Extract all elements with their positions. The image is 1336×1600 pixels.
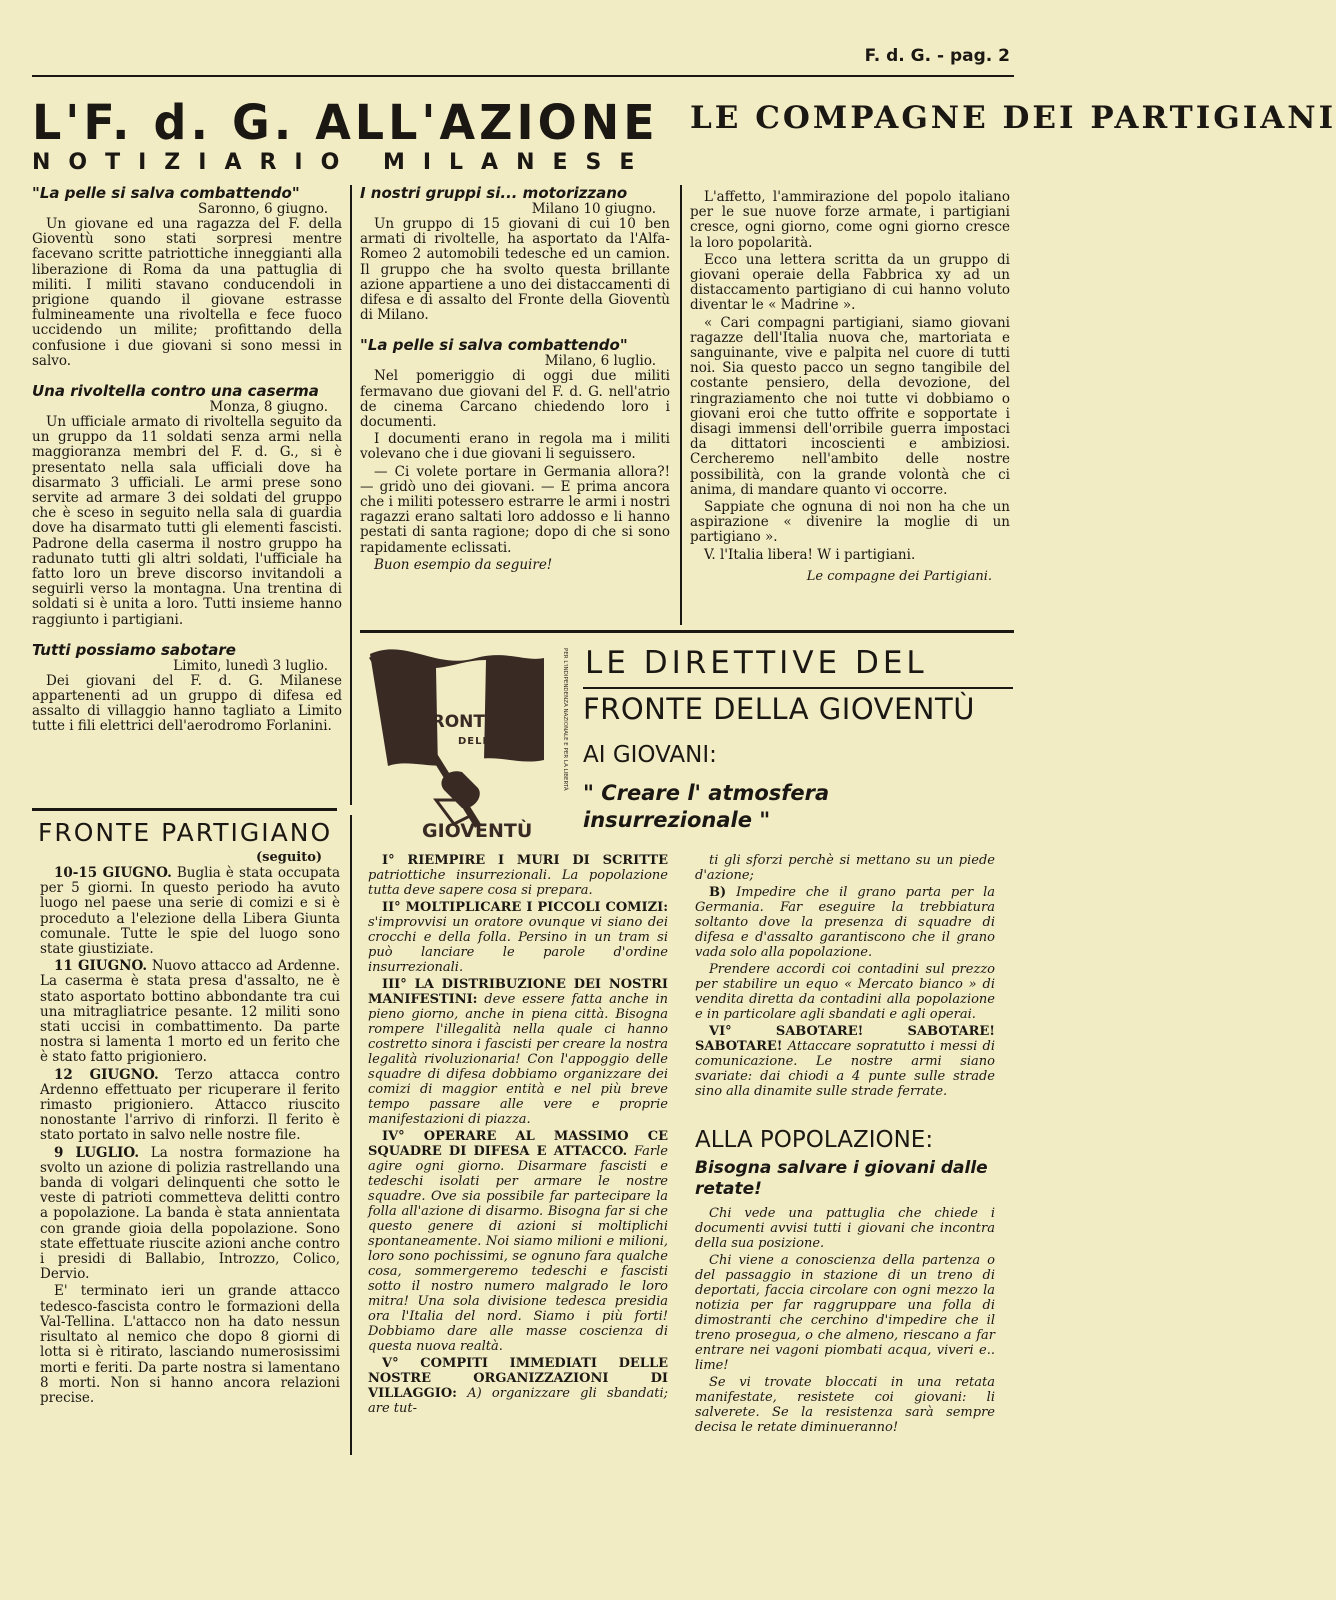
article-title: Una rivoltella contro una caserma: [32, 382, 319, 401]
entry-date: 11 GIUGNO.: [54, 958, 148, 975]
article-paragraph: I documenti erano in regola ma i militi volevano che i due giovani li seguissero.: [360, 431, 670, 463]
compagne-paragraph: « Cari compagni partigiani, siamo giovani ragazze dell'Italia nuova che, martoriata e sanguinante, vive e palpita nel cuore di tutti noi. Sia questo pacco un segno tangibile del costante pensiero, della devozione, del ringraziamento che noi tutte vi dobbiamo o giovani eroi che tutto offrite e sopportate i disagi immensi dell'orribile guerra impostaci da dittatori incoscienti e ambiziosi. Cercheremo nell'ambito delle nostre possibilità, con la grande volontà che ci anima, di mandare quanto vi occorre.: [690, 314, 1010, 498]
main-title: L'F. d. G. ALL'AZIONE: [32, 93, 659, 151]
title-underline: [583, 687, 1013, 689]
article-place: Limito, lunedì 3 luglio.: [173, 657, 328, 674]
directive-head: I° RIEMPIRE I MURI DI SCRITTE: [382, 853, 668, 868]
direttive-col-b: [695, 853, 995, 1101]
direttive-title: LE DIRETTIVE DEL: [585, 645, 928, 681]
compagne-paragraph: Ecco una lettera scritta da un gruppo di giovani operaie della Fabbrica xy ad un distaccamento partigiano di cui hanno voluto diventar le « Madrine ».: [690, 251, 1010, 314]
direttive-subtitle: AI GIOVANI:: [583, 742, 717, 768]
directive-text: s'improvvisi un oratore ovunque vi siano dei crocchi e della folla. Persino in un tram si può lanciare le parole d'ordine insurrezionali.: [368, 915, 668, 975]
compagne-article: [690, 190, 1010, 584]
directive-text: Attaccare sopratutto i messi di comunicazione. Le nostre armi siano svariate: dai chiodi a 4 punte sulle strade sino alla dinamite sulle strade ferrate.: [695, 1039, 996, 1099]
logo-side-text: PER L'INDIPENDENZA NAZIONALE E PER LA LIBERTÀ: [562, 648, 568, 791]
column-divider: [350, 185, 352, 805]
directive-text: deve essere fatta anche in pieno giorno, anche in piena città. Bisogna rompere l'illegalità nella quale ci hanno costretto sinora i fascisti per creare la nostra legalità rivoluzionaria! Con l'appoggio delle squadre di difesa dobbiamo organizzare dei comizi di maggior entità e nel più breve tempo passare alle vere e proprie manifestazioni di piazza.: [368, 992, 668, 1127]
seguito-label: (seguito): [256, 850, 323, 865]
directive-text: Prendere accordi coi contadini sul prezzo per stabilire un equo « Mercato bianco » di vendita diretta da contadini alla popolazione e in particolare agli sbandati e agli operai.: [695, 962, 995, 1022]
article-title: "La pelle si salva combattendo": [360, 336, 628, 355]
entry-date: 12 GIUGNO.: [54, 1066, 159, 1083]
logo-word: FRONTE: [420, 712, 497, 732]
compagne-signature: Le compagne dei Partigiani.: [806, 568, 992, 584]
column-1: [32, 185, 342, 737]
directive-head: V° COMPITI IMMEDIATI DELLE NOSTRE ORGANIZZAZIONI DI VILLAGGIO:: [368, 1356, 668, 1401]
entry: [40, 959, 340, 1065]
entry-text: E' terminato ieri un grande attacco tedesco-fascista contro le formazioni della Val-Tellina. L'attacco non ha dato nessun risultato al nemico che dopo 8 giorni di lotta si è ritirato, lasciando numerosissimi morti e feriti. Da parte nostra si lamentano 8 morti. Non si hanno ancora relazioni precise.: [40, 1283, 340, 1406]
directive-text: Farle agire ogni giorno. Disarmare fascisti e tedeschi isolati per armare le nostre squadre. Ove sia possibile far partecipare la folla all'azione di disarmo. Bisogna far si che questo genere di azioni si moltiplichi spontaneamente. Noi siamo milioni e milioni, loro sono pochissimi, se ognuno fara qualche cosa, sommergeremo tedeschi e fascisti sotto il nostro numero malgrado le loro mitra! Una sola divisione tedesca presidia ora l'Italia del nord. Siamo i più forti! Dobbiamo dare alle masse coscienza di questa nuova realtà.: [368, 1144, 668, 1354]
article-text: Dei giovani del F. d. G. Milanese appartenenti ad un gruppo di difesa ed assalto di villaggio hanno tagliato a Limito tutte i fili elettrici dell'aerodromo Forlanini.: [32, 672, 342, 735]
popolazione-paragraph: Se vi trovate bloccati in una retata manifestate, resistete coi giovani: li salverete. Se la resistenza sarà sempre decisa le retate diminueranno!: [695, 1375, 995, 1435]
column-divider: [350, 815, 352, 1455]
fronte-logo: [366, 640, 576, 850]
entry-date: 9 LUGLIO.: [54, 1144, 140, 1161]
directive-text: Impedire che il grano parta per la Germania. Far eseguire la trebbiatura soltanto dove la presenza di squadre di difesa e d'assalto garantiscono che il grano vada solo alla popolazione.: [695, 885, 995, 960]
logo-word: DELLA: [458, 736, 499, 747]
logo-word: GIOVENTÙ: [422, 820, 533, 842]
directive-text: ti gli sforzi perchè si mettano su un piede d'azione;: [695, 853, 995, 883]
compagne-title: LE COMPAGNE DEI PARTIGIANI: [690, 100, 1336, 136]
entry-date: 10-15 GIUGNO.: [54, 865, 172, 881]
article-text: Un giovane ed una ragazza del F. della Gioventù sono stati sorpresi mentre facevano scritte patriottiche inneggianti alla liberazione di Roma da una pattuglia di militi. I militi stavano conducendoli in prigione quando il giovane estrasse fulmineamente una rivoltella e fece fuoco uccidendo un milite; profittando della confusione i due giovani si sono messi in salvo.: [32, 216, 342, 369]
entry-text: La nostra formazione ha svolto un azione di polizia rastrellando una banda di volgari delinquenti che sotto le veste di patrioti commetteva delitti contro a popolazione. La banda è stata annientata con grande gioia della popolazione. Sono state effettuate riuscite azioni anche contro i presidi di Ballabio, Introzzo, Colico, Dervio.: [40, 1144, 340, 1283]
column-2: [360, 185, 670, 575]
entry-text: Terzo attacca contro Ardenno effettuato per ricuperare il ferito rimasto prigioniero. Attacco riuscito nonostante l'arrivo di rinforzi. Il ferito è stato portato in salvo nelle nostre file.: [40, 1066, 340, 1144]
directive-head: B): [709, 885, 727, 900]
article-place: Milano 10 giugno.: [531, 201, 656, 217]
article-paragraph: Nel pomeriggio di oggi due militi fermavano due giovani del F. d. G. nell'atrio de cinema Carcano chiedendo loro i documenti.: [360, 368, 670, 431]
direttive-col-a: [368, 853, 668, 1418]
entry: [40, 1146, 340, 1283]
compagne-paragraph: L'affetto, l'ammirazione del popolo italiano per le sue nuove forze armate, i partigiani cresce, ogni giorno, come ogni giorno cresce la loro popolarità.: [690, 189, 1010, 251]
main-subtitle: NOTIZIARIO MILANESE: [32, 150, 653, 175]
header-rule: [32, 75, 1014, 77]
direttive-quote: " Creare l' atmosfera insurrezionale ": [583, 781, 830, 832]
directive-head: II° MOLTIPLICARE I PICCOLI COMIZI:: [382, 900, 668, 915]
article-text: Un ufficiale armato di rivoltella seguito da un gruppo da 11 soldati senza armi nella maggioranza membri del F. d. G., si è presentato nella sala ufficiali dove ha disarmato 3 ufficiali. Le armi prese sono servite ad armare 3 dei soldati del gruppo che è sceso in seguito nella sala di guardia dove ha disarmato tutti gli elementi fascisti. Padrone della caserma il nostro gruppo ha radunato tutti gli altri soldati, l'ufficiale ha fatto loro un breve discorso invitandoli a seguirli verso la montagna. Una trentina di soldati si è unita a loro. Tutti insieme hanno raggiunto i partigiani.: [32, 414, 342, 628]
compagne-paragraph: Sappiate che ognuna di noi non ha che un aspirazione « divenire la moglie di un partigiano ».: [690, 499, 1010, 546]
directive-text: A) organizzare gli sbandati; are tut-: [368, 1386, 668, 1416]
article-closing: Buon esempio da seguire!: [374, 556, 553, 573]
popolazione-title: ALLA POPOLAZIONE:: [695, 1127, 934, 1153]
column-divider: [680, 185, 682, 625]
article-text: Un gruppo di 15 giovani di cui 10 ben armati di rivoltelle, ha asportato da l'Alfa-Romeo 2 automobili tedesche ed un camion. Il gruppo che ha svolto questa brillante azione appartiene a uno dei distaccamenti di difesa e di assalto del Fronte della Gioventù di Milano.: [360, 216, 670, 324]
fronte-partigiano-body: [40, 866, 340, 1408]
popolazione-body: [695, 1206, 995, 1437]
popolazione-paragraph: Chi viene a conoscienza della partenza o del passaggio in stazione di un treno di deportati, faccia circolare con ogni mezzo la notizia per far raggruppare una folla di dimostranti che cerchino d'impedire che il treno prosegua, o che almeno, riescano a far entrare nei vagoni piombati acqua, viveri e.. lime!: [695, 1253, 995, 1373]
direttive-title-2: FRONTE DELLA GIOVENTÙ: [583, 692, 975, 726]
section-rule: [32, 808, 337, 811]
article-paragraph: — Ci volete portare in Germania allora?! — gridò uno dei giovani. — E prima ancora che i militi potessero estrarre le armi i nostri ragazzi erano saltati loro addosso e li hanno pestati di santa ragione; dopo di che si sono rapidamente eclissati.: [360, 463, 670, 556]
directive-head: IV° OPERARE AL MASSIMO CE SQUADRE DI DIFESA E ATTACCO.: [368, 1129, 668, 1159]
directive-head: VI° SABOTARE! SABOTARE! SABOTARE!: [695, 1024, 995, 1054]
entry: [40, 1068, 340, 1144]
article-title: I nostri gruppi si... motorizzano: [360, 184, 628, 202]
page-number: F. d. G. - pag. 2: [864, 46, 1010, 66]
article-title: "La pelle si salva combattendo": [32, 184, 300, 202]
entry: [40, 1284, 340, 1406]
article-title: Tutti possiamo sabotare: [32, 640, 236, 659]
entry: [40, 866, 340, 957]
article-place: Milano, 6 luglio.: [544, 353, 656, 370]
article-place: Monza, 8 giugno.: [209, 399, 328, 416]
section-rule: [360, 630, 1014, 633]
popolazione-paragraph: Chi vede una pattuglia che chiede i documenti avvisi tutti i giovani che incontra della sua posizione.: [695, 1206, 995, 1251]
popolazione-subtitle: Bisogna salvare i giovani dalle retate!: [695, 1158, 988, 1199]
compagne-paragraph: V. l'Italia libera! W i partigiani.: [704, 546, 916, 563]
directive-head: III° LA DISTRIBUZIONE DEI NOSTRI MANIFESTINI:: [368, 977, 668, 1007]
entry-text: Buglia è stata occupata per 5 giorni. In questo periodo ha avuto luogo nel paese una serie di comizi e si è proceduto a l'elezione della Libera Giunta comunale. Tutte le spie del luogo sono state giustiziate.: [40, 865, 341, 958]
article-place: Saronno, 6 giugno.: [197, 201, 328, 217]
entry-text: Nuovo attacco ad Ardenne. La caserma è stata presa d'assalto, ne è stato asportato bottino abbondante tra cui una mitragliatrice pesante. 12 militi sono stati uccisi in combattimento. Da parte nostra si lamenta 1 morto ed un ferito che è stato fatto prigioniero.: [40, 958, 340, 1066]
directive-text: patriottiche insurrezionali. La popolazione tutta deve sapere cosa si prepara.: [368, 868, 668, 898]
fronte-partigiano-title: FRONTE PARTIGIANO: [38, 818, 333, 847]
